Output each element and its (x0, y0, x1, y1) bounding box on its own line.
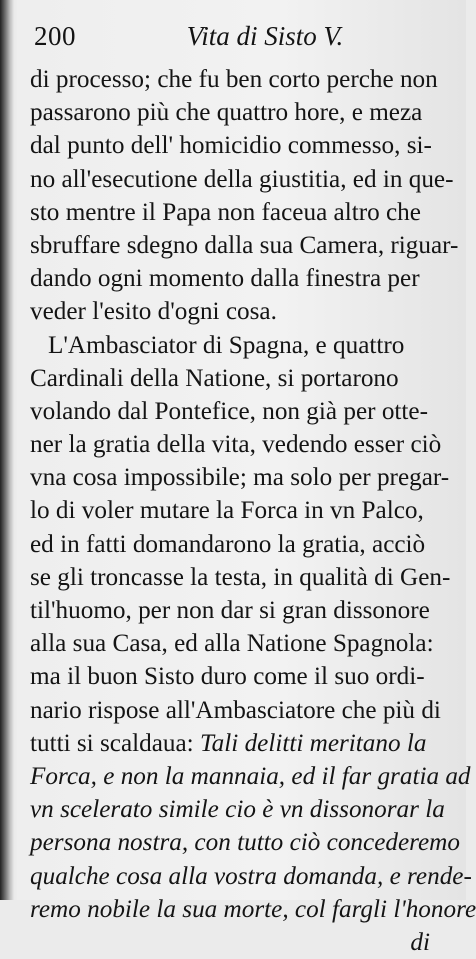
text-line: sto mentre il Papa non faceua altro che (30, 198, 421, 226)
catchword: di (410, 928, 430, 956)
binding-gutter (0, 0, 14, 900)
body-text (30, 63, 476, 959)
roman-run: tutti si scaldaua: (30, 729, 194, 757)
text-line: Cardinali della Natione, si portarono (30, 364, 399, 392)
text-line: veder l'esito d'ogni cosa. (30, 298, 277, 326)
italic-text-line: Forca, e non la mannaia, ed il far gratia ad (30, 762, 471, 790)
italic-run: Tali delitti meritano la (193, 729, 427, 757)
page-number: 200 (34, 21, 76, 51)
text-line: dal punto dell' homicidio commesso, si- (30, 132, 432, 160)
text-line: no all'esecutione della giustitia, ed in que- (30, 165, 454, 193)
text-line: alla sua Casa, ed alla Natione Spagnola: (30, 630, 434, 658)
text-line: ner la gratia della vita, vedendo esser ciò (30, 431, 442, 459)
running-title: Vita di Sisto V. (186, 21, 344, 51)
text-line: se gli troncasse la testa, in qualità di Gen- (30, 563, 451, 591)
text-line: passarono più che quattro hore, e meza (30, 99, 423, 127)
italic-text-line: qualche cosa alla vostra domanda, e rende- (30, 862, 472, 890)
text-line: ed in fatti domandarono la gratia, acciò (30, 530, 426, 558)
text-line: ma il buon Sisto duro come il suo ordi- (30, 663, 425, 691)
italic-text-line: remo nobile la sua morte, col fargli l'honore (30, 895, 476, 923)
text-line: dando ogni momento dalla finestra per (30, 265, 420, 293)
italic-text-line: vn scelerato simile cio è vn dissonorar la (30, 796, 445, 824)
text-line: volando dal Pontefice, non già per otte- (30, 397, 428, 425)
text-line: vna cosa impossibile; ma solo per pregar- (30, 464, 450, 492)
mixed-text-line (30, 727, 436, 760)
text-line: nario rispose all'Ambasciatore che più di (30, 696, 441, 724)
text-line: lo di voler mutare la Forca in vn Palco, (30, 497, 424, 525)
paragraph-start-line: L'Ambasciator di Spagna, e quattro (48, 331, 405, 359)
italic-text-line: persona nostra, con tutto ciò concederemo (30, 829, 460, 857)
text-line: di processo; che fu ben corto perche non (30, 66, 438, 93)
text-line: sbruffare sdegno dalla sua Camera, riguar- (30, 231, 459, 259)
text-line: til'huomo, per non dar si gran dissonore (30, 597, 430, 624)
